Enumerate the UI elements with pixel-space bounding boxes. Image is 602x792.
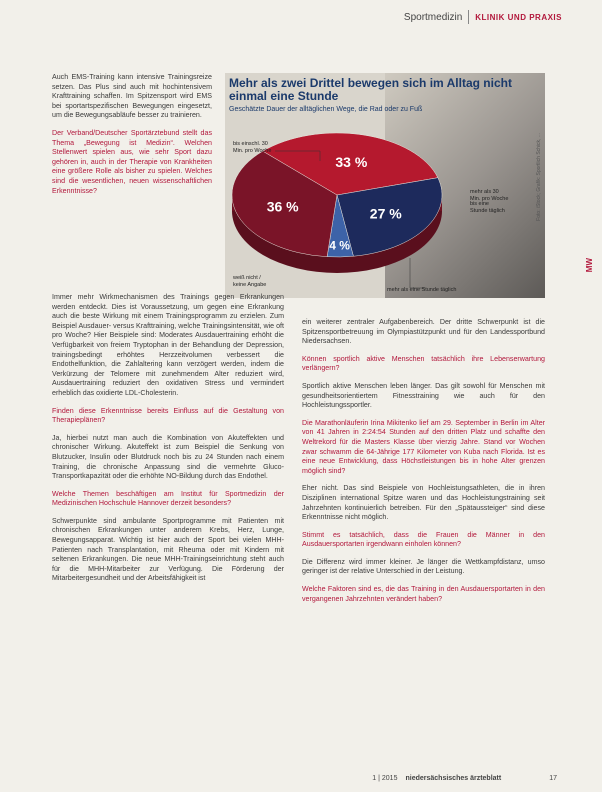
legend-label: weiß nicht / [233, 275, 261, 281]
interview-question: Welche Themen beschäftigen am Institut für Sportmedizin der Medizinischen Hochschule Hannover derzeit besonders? [52, 489, 284, 508]
legend-label: bis einschl. 30 [233, 141, 268, 147]
body-paragraph: Eher nicht. Das sind Beispiele von Hochleistungsathleten, die in ihren Disziplinen international Spitze waren und das Hochleistungstraining seit Jahrzehnten kontinuierlich betreiben. Für den „Spätaussteiger“ sind diese Erkenntnisse nicht möglich. [302, 484, 545, 522]
interview-question: Können sportlich aktive Menschen tatsächlich ihre Lebenserwartung verlängern? [302, 354, 545, 373]
interview-question: Die Marathonläuferin Irina Mikitenko lief am 29. September in Berlin im Alter von 41 Jahren in 2:24:54 Stunden auf den dritten Platz und schaffte den Weltrekord für die Masters Klasse über vierzig Jahre. Stand vor Wochen zwar schwamm die 64-Jährige 177 Kilometer von Kuba nach Florida. Ist es eine neue Entwicklung, dass Höchstleistungen bis in hohe Alter grenzen möglich sind? [302, 418, 545, 475]
body-paragraph: ein weiterer zentraler Aufgabenbereich. Der dritte Schwerpunkt ist die Spitzensportbetreuung im Olympiastützpunkt und für den Landessportbund Niedersachsen. [302, 318, 545, 346]
page-number: 17 [549, 775, 557, 782]
side-tab: MW [585, 258, 594, 273]
interview-question: Welche Faktoren sind es, die das Training in den Ausdauersportarten in den vergangenen Jahrzehnten verändert haben? [302, 585, 545, 603]
slice-value-label: 27 % [369, 205, 402, 222]
figure-credit: Foto: iStock; Grafik: Sportlich Schick, ... [536, 133, 542, 221]
legend-label: bis eine [470, 201, 489, 207]
figure-title: Mehr als zwei Drittel bewegen sich im Alltag nicht einmal eine Stunde [229, 76, 512, 103]
body-paragraph: Ja, hierbei nutzt man auch die Kombination von Akuteffekten und chronischer Wirkung. Akuteffekt ist zum Beispiel die Senkung von Blutzucker, Insulin oder Blutdruck noch bis zu 24 Stunden nach einem Training, die chronische Anpassung sind die vermehrte Gluco-Transportkapazität oder die erhöhte NO-Bildung durch das Endothel. [52, 433, 284, 481]
legend-label: mehr als eine Stunde täglich [387, 287, 457, 293]
leader-line [410, 258, 425, 288]
slice-value-label: 4 % [329, 238, 350, 253]
magazine-name: niedersächsisches ärzteblatt [405, 775, 502, 782]
body-paragraph: Auch EMS-Training kann intensive Trainingsreize setzen. Das Plus sind auch mit hochintensivem Krafttraining schaffen. Im Spitzensport wird EMS bei sportartspezifischen Bewegungen eingesetzt, um die Bewegungsabläufe besser zu trainieren. [52, 73, 212, 120]
header-divider [468, 10, 469, 24]
interview-question: Der Verband/Deutscher Sportärztebund stellt das Thema „Bewegung ist Medizin“. Welchen Stellenwert spielen aus, wie sehr Sport dazu gehören in, auch in der Therapie von Krankheiten eine größere Rolle als bisher zu spielen. Welches sind die wesentlichen, neuen wissenschaftlichen Erkenntnisse? [52, 128, 212, 195]
body-paragraph: Die Differenz wird immer kleiner. Je länger die Wettkampfdistanz, umso geringer ist der relative Unterschied in der Leistung. [302, 557, 545, 576]
legend-label: Min. pro Woche [470, 196, 509, 202]
infographic [225, 73, 545, 298]
interview-question: Stimmt es tatsächlich, dass die Frauen die Männer in den Ausdauersportarten irgendwann einholen können? [302, 530, 545, 549]
body-paragraph: Sportlich aktive Menschen leben länger. Das gilt sowohl für Menschen mit gesundheitsorientiertem Fitnesstraining wie auch für den Hochleistungssportler. [302, 381, 545, 410]
section-category: KLINIK UND PRAXIS [475, 12, 562, 22]
left-column-top [52, 73, 212, 204]
legend-label: keine Angabe [233, 282, 267, 288]
figure-subtitle: Geschätzte Dauer der alltäglichen Wege, die Rad oder zu Fuß [229, 106, 423, 113]
body-paragraph: Schwerpunkte sind ambulante Sportprogramme mit Patienten mit chronischen Erkrankungen unter anderem Krebs, Herz, Lunge, Bewegungsapparat. Wichtig ist hier auch der Sport bei vielen MHH-Patienten nach Transplantation, mit Rheuma oder mit Kindern mit seltenen Erkrankungen. Die neue MHH-Trainingseinrichtung steht auch für die MHH-Mitarbeiter zur Verfügung. Die Förderung der Mitarbeitergesundheit und der Arbeitsfähigkeit ist [52, 516, 284, 583]
pie-chart [225, 73, 545, 298]
interview-question: Finden diese Erkenntnisse bereits Einfluss auf die Gestaltung von Therapieplänen? [52, 406, 284, 425]
legend-label: mehr als 30 [470, 189, 499, 195]
issue-number: 1 | 2015 [372, 775, 398, 782]
page-footer [372, 775, 557, 782]
body-paragraph: Immer mehr Wirkmechanismen des Trainings gegen Erkrankungen werden entdeckt. Dies ist Voraussetzung, um gegen eine Erkrankung auch die beste Wirkung mit einem Trainingsprogramm zu erzielen. Zum Beispiel Ausdauer- versus Krafttraining, welche Trainingsintensität, wie oft pro Woche? Hier Beispiele sind: Moderates Ausdauertraining erhöht die Verfügbarkeit von freiem Tryptophan in der Behandlung der Depression, trainingsbedingt erhöhtes Herzzeitvolumen verbessert die Endothelfunktion, die Zahlaltering kann verzögert werden, indem die Verkürzung der Telomere mit zunehmendem Alter reduziert wird, Ausdauertraining reduziert den oxidativen Stress und vermindert erheblich das oxidierte LDL-Cholesterin. [52, 293, 284, 397]
section-name: Sportmedizin [403, 11, 463, 23]
legend-label: Min. pro Woche [233, 148, 272, 154]
page-header [404, 10, 562, 24]
left-column-bottom [52, 293, 284, 592]
right-column [302, 318, 545, 612]
slice-value-label: 36 % [266, 198, 299, 215]
legend-label: Stunde täglich [470, 208, 505, 214]
slice-value-label: 33 % [335, 153, 368, 170]
